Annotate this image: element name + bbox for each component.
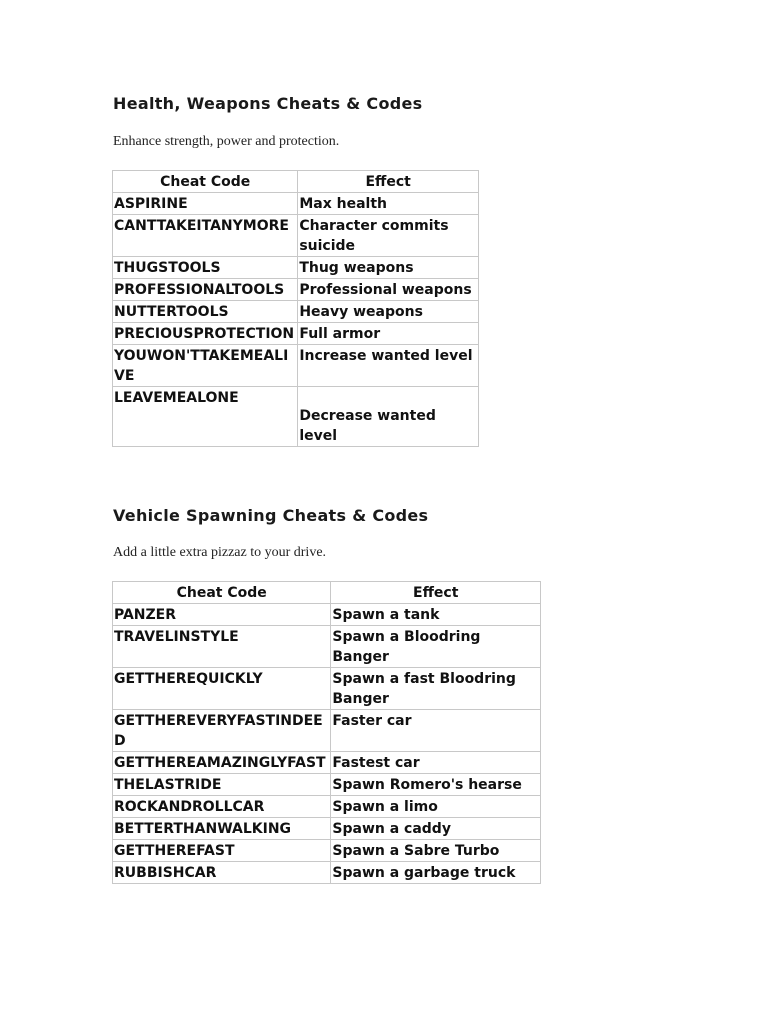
cheat-code-cell: LEAVEMEALONE xyxy=(113,387,298,447)
table-row xyxy=(113,215,479,257)
effect-cell: Full armor xyxy=(298,323,479,345)
table-row xyxy=(113,387,479,447)
table-row xyxy=(113,796,541,818)
cell-spacer xyxy=(299,388,477,406)
table-row xyxy=(113,626,541,668)
effect-cell-with-gap xyxy=(298,387,479,447)
table-header-row xyxy=(113,171,479,193)
cheat-code-cell: THUGSTOOLS xyxy=(113,257,298,279)
cheat-code-cell: ROCKANDROLLCAR xyxy=(113,796,331,818)
effect-cell: Increase wanted level xyxy=(298,345,479,387)
section-title-vehicle-spawning: Vehicle Spawning Cheats & Codes xyxy=(113,506,429,525)
effect-cell: Professional weapons xyxy=(298,279,479,301)
effect-cell: Spawn a Sabre Turbo xyxy=(331,840,541,862)
table-row xyxy=(113,752,541,774)
cheat-code-cell: CANTTAKEITANYMORE xyxy=(113,215,298,257)
effect-cell: Spawn a caddy xyxy=(331,818,541,840)
cheat-code-cell: PANZER xyxy=(113,604,331,626)
table-row xyxy=(113,323,479,345)
table-row xyxy=(113,604,541,626)
effect-cell: Spawn a fast Bloodring Banger xyxy=(331,668,541,710)
effect-cell: Spawn a Bloodring Banger xyxy=(331,626,541,668)
effect-cell: Max health xyxy=(298,193,479,215)
column-header-effect: Effect xyxy=(331,582,541,604)
table-row xyxy=(113,840,541,862)
cheat-code-cell: GETTHEREQUICKLY xyxy=(113,668,331,710)
cheat-code-cell: BETTERTHANWALKING xyxy=(113,818,331,840)
table-row xyxy=(113,710,541,752)
table-row xyxy=(113,279,479,301)
column-header-effect: Effect xyxy=(298,171,479,193)
effect-cell: Thug weapons xyxy=(298,257,479,279)
table-row xyxy=(113,774,541,796)
column-header-cheat-code: Cheat Code xyxy=(113,582,331,604)
cheat-code-cell: RUBBISHCAR xyxy=(113,862,331,884)
table-row xyxy=(113,345,479,387)
effect-cell: Fastest car xyxy=(331,752,541,774)
cheat-code-cell: TRAVELINSTYLE xyxy=(113,626,331,668)
table-row xyxy=(113,818,541,840)
cheat-code-cell: PRECIOUSPROTECTION xyxy=(113,323,298,345)
health-weapons-cheat-table xyxy=(112,170,479,447)
cheat-code-cell: THELASTRIDE xyxy=(113,774,331,796)
table-row xyxy=(113,257,479,279)
cheat-code-cell: GETTHEREVERYFASTINDEED xyxy=(113,710,331,752)
effect-cell: Spawn Romero's hearse xyxy=(331,774,541,796)
section-intro-health-weapons: Enhance strength, power and protection. xyxy=(113,134,340,149)
column-header-cheat-code: Cheat Code xyxy=(113,171,298,193)
effect-cell: Spawn a limo xyxy=(331,796,541,818)
cheat-code-cell: PROFESSIONALTOOLS xyxy=(113,279,298,301)
cheat-code-cell: GETTHEREAMAZINGLYFAST xyxy=(113,752,331,774)
table-row xyxy=(113,668,541,710)
section-title-health-weapons: Health, Weapons Cheats & Codes xyxy=(113,94,423,113)
table-header-row xyxy=(113,582,541,604)
effect-text: Decrease wanted level xyxy=(299,408,436,444)
effect-cell: Heavy weapons xyxy=(298,301,479,323)
cheat-code-cell: ASPIRINE xyxy=(113,193,298,215)
section-intro-vehicle-spawning: Add a little extra pizzaz to your drive. xyxy=(113,545,327,560)
cheat-code-cell: GETTHEREFAST xyxy=(113,840,331,862)
cheat-code-cell: YOUWON'TTAKEMEALIVE xyxy=(113,345,298,387)
vehicle-spawning-cheat-table xyxy=(112,581,541,884)
effect-cell: Spawn a garbage truck xyxy=(331,862,541,884)
effect-cell: Spawn a tank xyxy=(331,604,541,626)
table-row xyxy=(113,862,541,884)
table-row xyxy=(113,193,479,215)
cheat-code-cell: NUTTERTOOLS xyxy=(113,301,298,323)
effect-cell: Faster car xyxy=(331,710,541,752)
table-row xyxy=(113,301,479,323)
effect-cell: Character commits suicide xyxy=(298,215,479,257)
